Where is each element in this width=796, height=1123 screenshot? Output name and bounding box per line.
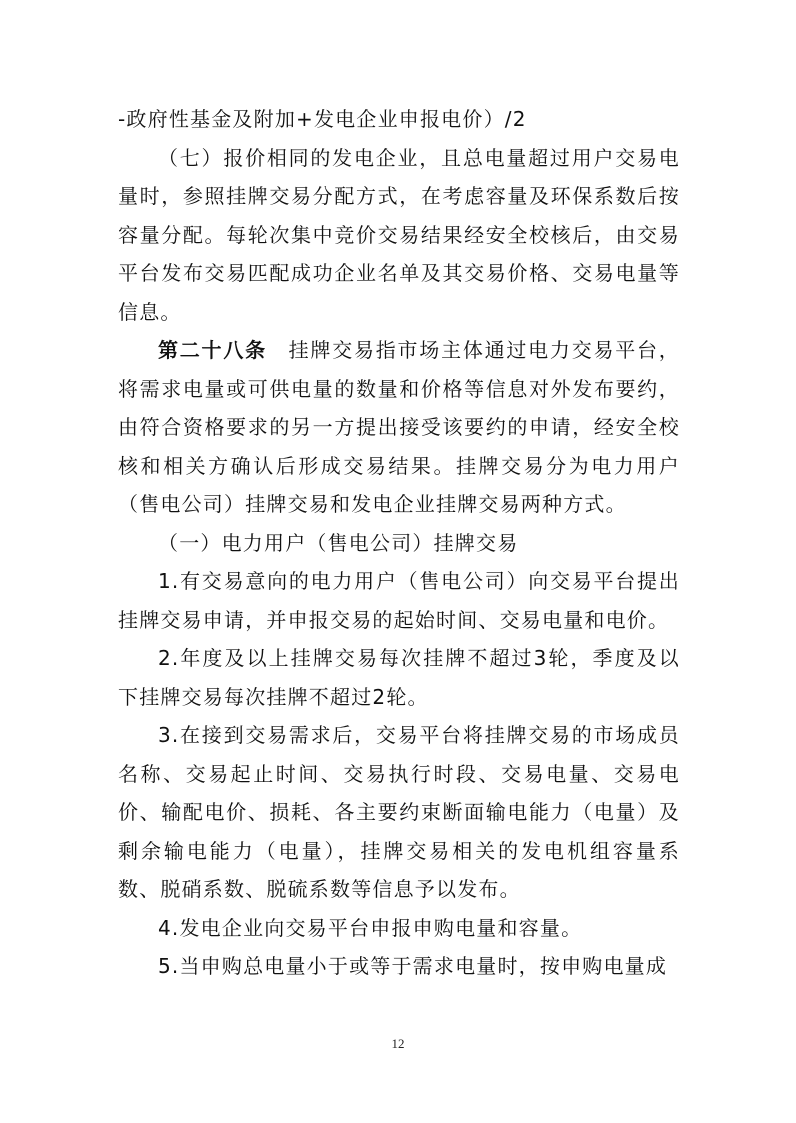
paragraph-item-7: （七）报价相同的发电企业，且总电量超过用户交易电量时，参照挂牌交易分配方式，在考虑容量及环保系数后按容量分配。每轮次集中竞价交易结果经安全校核后，由交易平台发布交易匹配成功企业名单及其交易价格、交易电量等信息。 <box>118 145 680 324</box>
article-heading: 第二十八条 <box>158 338 267 362</box>
paragraph-point-1: 1.有交易意向的电力用户（售电公司）向交易平台提出挂牌交易申请，并申报交易的起始时间、交易电量和电价。 <box>118 569 680 632</box>
spacer <box>267 338 288 362</box>
paragraph-point-5: 5.当申购总电量小于或等于需求电量时，按申购电量成 <box>158 954 668 978</box>
body-text <box>118 100 680 986</box>
paragraph-point-3: 3.在接到交易需求后，交易平台将挂牌交易的市场成员名称、交易起止时间、交易执行时段、交易电量、交易电价、输配电价、损耗、各主要约束断面输电能力（电量）及剩余输电能力（电量），挂牌交易相关的发电机组容量系数、脱硝系数、脱硫系数等信息予以发布。 <box>118 723 680 901</box>
article-text: 挂牌交易指市场主体通过电力交易平台，将需求电量或可供电量的数量和价格等信息对外发布要约，由符合资格要求的另一方提出接受该要约的申请，经安全校核和相关方确认后形成交易结果。挂牌交易分为电力用户（售电公司）挂牌交易和发电企业挂牌交易两种方式。 <box>118 338 680 516</box>
paragraph-continuation: -政府性基金及附加+发电企业申报电价）/2 <box>118 107 527 131</box>
paragraph-point-2: 2.年度及以上挂牌交易每次挂牌不超过3轮，季度及以下挂牌交易每次挂牌不超过2轮。 <box>118 646 680 709</box>
paragraph-article-28 <box>118 331 680 524</box>
paragraph-subsection-1: （一）电力用户（售电公司）挂牌交易 <box>158 530 519 555</box>
paragraph-point-4: 4.发电企业向交易平台申报申购电量和容量。 <box>158 915 583 940</box>
page-number: 12 <box>391 1036 405 1051</box>
